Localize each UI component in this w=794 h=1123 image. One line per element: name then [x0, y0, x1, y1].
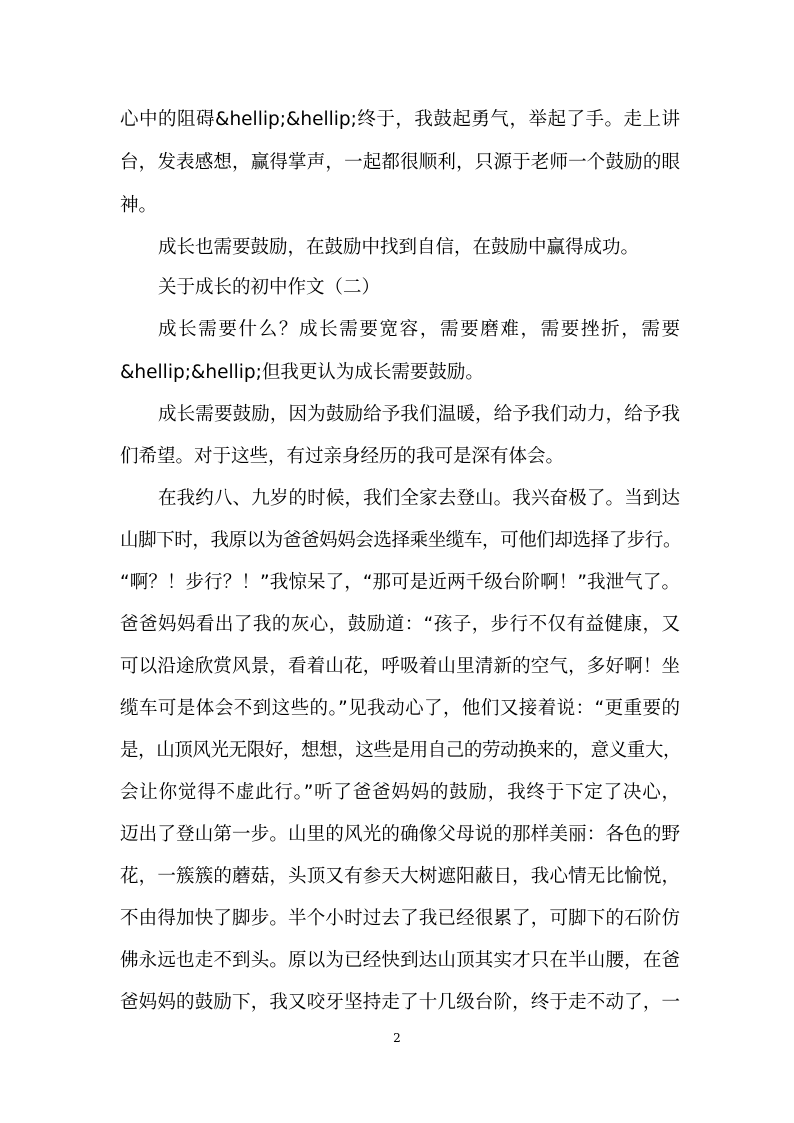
text-line-3: 神。: [120, 195, 158, 216]
text-line-22: 爸妈妈的鼓励下，我又咬牙坚持走了十几级台阶，终于走不动了，一: [120, 992, 680, 1013]
text-line-7: &hellip;&hellip;但我更认为成长需要鼓励。: [120, 362, 484, 383]
text-line-11: 山脚下时，我原以为爸爸妈妈会选择乘坐缆车，可他们却选择了步行。: [120, 530, 682, 551]
text-line-1: 心中的阻碍&hellip;&hellip;终于，我鼓起勇气，举起了手。走上讲: [120, 109, 680, 130]
text-line-18: 迈出了登山第一步。山里的风光的确像父母说的那样美丽：各色的野: [120, 824, 680, 845]
text-line-8: 成长需要鼓励，因为鼓励给予我们温暖，给予我们动力，给予我: [158, 404, 680, 425]
text-line-4: 成长也需要鼓励，在鼓励中找到自信，在鼓励中赢得成功。: [158, 237, 640, 258]
text-line-2: 台，发表感想，赢得掌声，一起都很顺利，只源于老师一个鼓励的眼: [120, 152, 680, 173]
text-line-13: 爸爸妈妈看出了我的灰心，鼓励道：“孩子，步行不仅有益健康，又: [120, 614, 680, 635]
text-line-15: 缆车可是体会不到这些的。”见我动心了，他们又接着说：“更重要的: [120, 698, 680, 719]
text-line-10: 在我约八、九岁的时候，我们全家去登山。我兴奋极了。当到达: [158, 488, 680, 509]
text-line-12: “啊？！步行？！”我惊呆了，“那可是近两千级台阶啊！”我泄气了。: [120, 572, 680, 593]
text-line-14: 可以沿途欣赏风景，看着山花，呼吸着山里清新的空气，多好啊！坐: [120, 656, 680, 677]
text-line-9: 们希望。对于这些，有过亲身经历的我可是深有体会。: [120, 446, 565, 467]
text-line-19: 花，一簇簇的蘑菇，头顶又有参天大树遮阳蔽日，我心情无比愉悦，: [120, 866, 680, 887]
text-line-16: 是，山顶风光无限好，想想，这些是用自己的劳动换来的，意义重大，: [120, 740, 682, 761]
text-line-17: 会让你觉得不虚此行。”听了爸爸妈妈的鼓励，我终于下定了决心，: [120, 782, 680, 803]
text-line-20: 不由得加快了脚步。半个小时过去了我已经很累了，可脚下的石阶仿: [120, 908, 680, 929]
text-line-6: 成长需要什么？成长需要宽容，需要磨难，需要挫折，需要: [158, 319, 680, 340]
text-line-21: 佛永远也走不到头。原以为已经快到达山顶其实才只在半山腰，在爸: [120, 950, 680, 971]
page-number: 2: [393, 1031, 401, 1045]
section-heading: 关于成长的初中作文（二）: [158, 277, 381, 298]
